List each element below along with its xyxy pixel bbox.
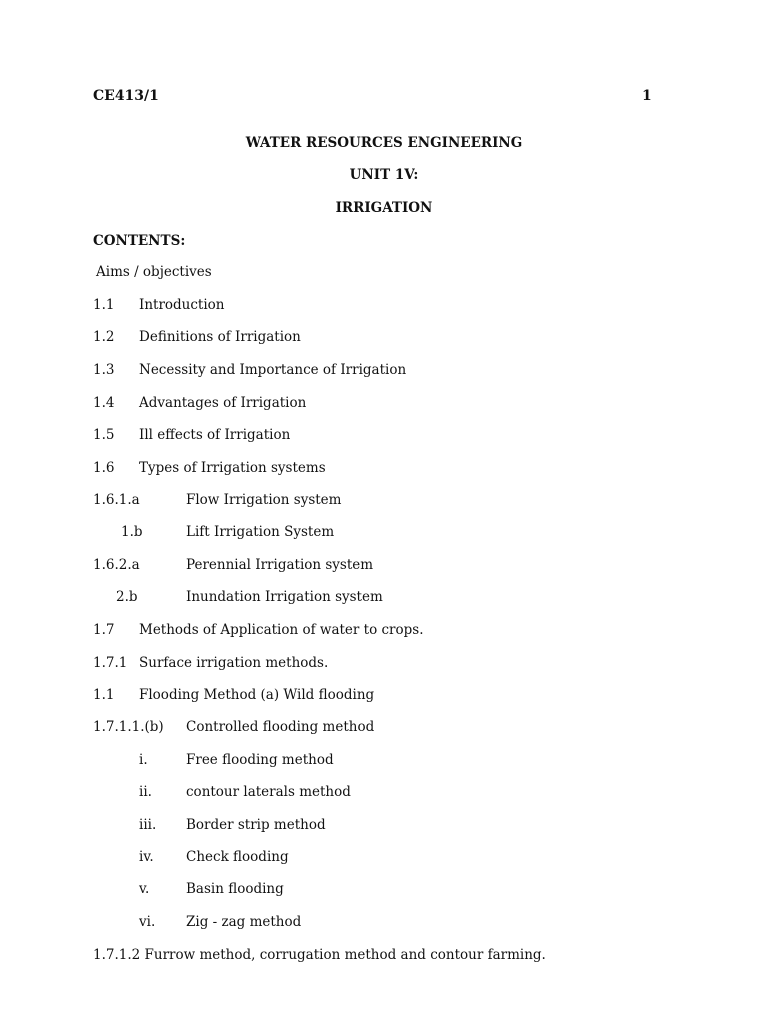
item-number: 1.b xyxy=(121,524,143,540)
item-text: Flooding Method (a) Wild flooding xyxy=(139,687,375,703)
item-text: Advantages of Irrigation xyxy=(139,395,307,411)
item-text: Definitions of Irrigation xyxy=(139,329,301,345)
item-number: i. xyxy=(139,752,148,768)
item-text: Zig - zag method xyxy=(186,914,302,930)
item-text: Lift Irrigation System xyxy=(186,524,335,540)
item-text: Basin flooding xyxy=(186,881,284,897)
topic-title: IRRIGATION xyxy=(335,200,433,216)
item-number: v. xyxy=(139,881,150,897)
item-number: 1.7 xyxy=(93,622,115,638)
item-number: iv. xyxy=(139,849,154,865)
item-number: vi. xyxy=(139,914,156,930)
page-number: 1 xyxy=(642,88,652,104)
item-text: 1.7.1.2 Furrow method, corrugation method and contour farming. xyxy=(93,947,546,963)
item-number: 1.3 xyxy=(93,362,115,378)
item-text: Perennial Irrigation system xyxy=(186,557,374,573)
contents-heading: CONTENTS: xyxy=(93,233,186,249)
item-number: 2.b xyxy=(116,589,138,605)
item-text: Aims / objectives xyxy=(96,264,212,280)
item-text: contour laterals method xyxy=(186,784,351,800)
item-text: Necessity and Importance of Irrigation xyxy=(139,362,407,378)
item-number: 1.7.1 xyxy=(93,655,128,671)
item-text: Inundation Irrigation system xyxy=(186,589,383,605)
item-text: Ill effects of Irrigation xyxy=(139,427,291,443)
item-text: Methods of Application of water to crops. xyxy=(139,622,424,638)
unit-title: UNIT 1V: xyxy=(349,167,419,183)
item-number: 1.6.1.a xyxy=(93,492,140,508)
item-number: ii. xyxy=(139,784,152,800)
item-number: iii. xyxy=(139,817,157,833)
item-number: 1.5 xyxy=(93,427,115,443)
subject-title: WATER RESOURCES ENGINEERING xyxy=(245,135,523,151)
item-text: Border strip method xyxy=(186,817,326,833)
item-text: Surface irrigation methods. xyxy=(139,655,329,671)
item-number: 1.6.2.a xyxy=(93,557,140,573)
course-code: CE413/1 xyxy=(93,88,159,104)
item-number: 1.1 xyxy=(93,687,115,703)
item-text: Introduction xyxy=(139,297,225,313)
item-number: 1.6 xyxy=(93,460,115,476)
item-text: Controlled flooding method xyxy=(186,719,375,735)
item-text: Flow Irrigation system xyxy=(186,492,342,508)
item-number: 1.4 xyxy=(93,395,115,411)
item-number: 1.7.1.1.(b) xyxy=(93,719,164,735)
item-text: Types of Irrigation systems xyxy=(139,460,326,476)
item-text: Free flooding method xyxy=(186,752,334,768)
item-number: 1.1 xyxy=(93,297,115,313)
item-text: Check flooding xyxy=(186,849,289,865)
item-number: 1.2 xyxy=(93,329,115,345)
